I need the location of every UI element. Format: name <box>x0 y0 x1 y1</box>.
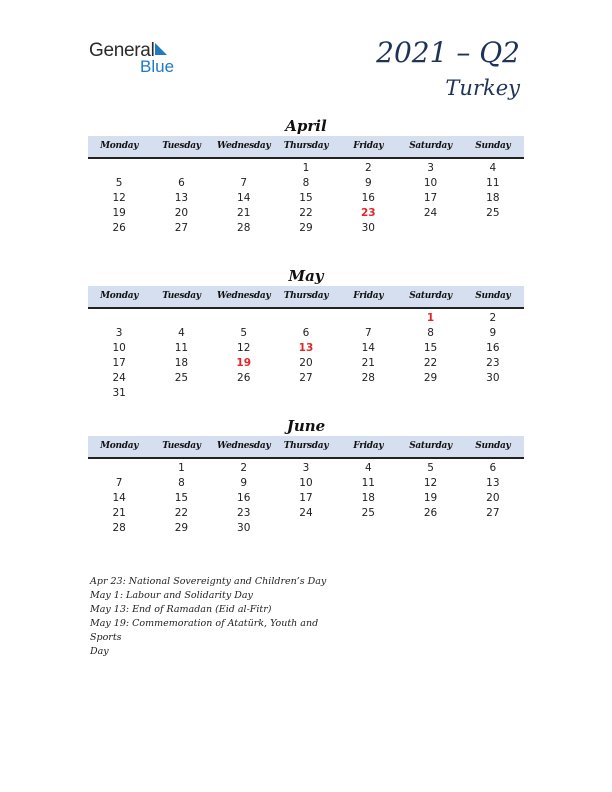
day-cell: 22 <box>299 207 313 219</box>
day-cell: 22 <box>423 357 438 369</box>
day-cell <box>275 386 337 401</box>
weekday-label: Sunday <box>475 291 511 301</box>
month-title: April <box>285 117 327 135</box>
weekday-header <box>88 136 524 159</box>
day-cell <box>213 311 275 326</box>
weekday-label: Saturday <box>409 441 452 451</box>
day-cell: 23 <box>237 507 251 519</box>
day-cell <box>213 386 275 401</box>
day-cell: 8 <box>427 327 434 339</box>
day-cell: 11 <box>361 477 375 489</box>
day-cell: 14 <box>361 342 375 354</box>
day-cell: 10 <box>299 477 313 489</box>
weekday-label: Thursday <box>283 441 329 451</box>
day-cell: 17 <box>299 492 313 504</box>
day-cell: 4 <box>178 327 185 339</box>
day-cell: 6 <box>302 327 310 339</box>
day-cell <box>213 161 275 176</box>
day-cell: 6 <box>178 177 185 189</box>
day-cell: 18 <box>486 192 500 204</box>
day-cell: 13 <box>174 192 189 204</box>
day-cell: 3 <box>427 162 434 174</box>
day-cell: 31 <box>112 387 126 399</box>
weekday-label: Friday <box>353 441 384 451</box>
day-cell: 29 <box>174 522 189 534</box>
country-name: Turkey <box>445 76 520 100</box>
day-cell: 12 <box>237 342 251 354</box>
day-cell: 14 <box>237 192 251 204</box>
day-cell <box>399 521 461 536</box>
day-cell: 1 <box>178 462 185 474</box>
day-cell: 20 <box>299 357 313 369</box>
weekday-label: Wednesday <box>217 441 271 451</box>
day-cell: 16 <box>361 192 375 204</box>
day-cell: 18 <box>174 357 189 369</box>
day-cell: 23 <box>360 207 376 219</box>
day-cell: 21 <box>237 207 251 219</box>
day-cell <box>88 311 150 326</box>
holiday-note: May 13: End of Ramadan (Eid al-Fitr) <box>90 604 272 615</box>
day-cell: 15 <box>423 342 438 354</box>
holiday-note: Day <box>90 646 109 657</box>
weekday-label: Wednesday <box>217 141 271 151</box>
day-cell <box>275 521 337 536</box>
day-cell <box>88 161 150 176</box>
day-cell: 26 <box>112 222 126 234</box>
day-cell <box>462 221 524 236</box>
day-cell: 15 <box>299 192 313 204</box>
month-title: June <box>286 417 326 435</box>
day-cell <box>337 386 399 401</box>
weekday-header <box>88 286 524 309</box>
day-cell: 5 <box>427 462 434 474</box>
weekday-header <box>88 436 524 459</box>
day-cell: 9 <box>240 477 248 489</box>
day-cell: 11 <box>174 342 189 354</box>
day-grid <box>88 459 524 536</box>
weekday-label: Saturday <box>409 291 452 301</box>
day-cell: 18 <box>361 492 375 504</box>
day-cell: 27 <box>174 222 189 234</box>
day-cell: 10 <box>112 342 126 354</box>
logo <box>89 40 199 80</box>
day-cell <box>150 161 212 176</box>
day-cell: 28 <box>361 372 375 384</box>
weekday-label: Monday <box>100 291 139 301</box>
day-cell: 20 <box>174 207 189 219</box>
day-cell: 2 <box>240 462 248 474</box>
day-cell <box>462 386 524 401</box>
day-cell: 5 <box>115 177 123 189</box>
day-grid <box>88 309 524 401</box>
day-cell: 4 <box>364 462 372 474</box>
day-cell <box>88 461 150 476</box>
logo-triangle-icon <box>155 43 167 55</box>
weekday-label: Tuesday <box>162 291 201 301</box>
day-cell: 19 <box>112 207 126 219</box>
day-cell: 2 <box>489 312 497 324</box>
day-cell: 29 <box>299 222 313 234</box>
day-cell: 10 <box>423 177 438 189</box>
holiday-note: Apr 23: National Sovereignty and Children’s Day <box>90 576 327 587</box>
day-cell: 27 <box>486 507 500 519</box>
weekday-label: Saturday <box>409 141 452 151</box>
day-cell: 13 <box>486 477 500 489</box>
day-cell: 5 <box>240 327 248 339</box>
day-grid <box>88 159 524 236</box>
day-cell: 6 <box>489 462 497 474</box>
day-cell: 8 <box>178 477 185 489</box>
day-cell: 21 <box>112 507 126 519</box>
day-cell: 30 <box>361 222 375 234</box>
logo-text-general: General <box>89 40 155 61</box>
day-cell <box>462 521 524 536</box>
day-cell: 12 <box>423 477 438 489</box>
day-cell: 3 <box>302 462 310 474</box>
day-cell: 8 <box>302 177 310 189</box>
day-cell: 15 <box>174 492 189 504</box>
day-cell <box>399 221 461 236</box>
day-cell: 7 <box>240 177 248 189</box>
day-cell: 13 <box>298 342 314 354</box>
day-cell: 7 <box>364 327 372 339</box>
weekday-label: Sunday <box>475 441 511 451</box>
day-cell: 17 <box>112 357 126 369</box>
weekday-label: Friday <box>353 141 384 151</box>
day-cell: 1 <box>426 312 435 324</box>
holiday-note: May 1: Labour and Solidarity Day <box>90 590 253 601</box>
day-cell: 2 <box>364 162 372 174</box>
weekday-label: Tuesday <box>162 141 201 151</box>
day-cell: 25 <box>174 372 189 384</box>
holiday-note: May 19: Commemoration of Atatürk, Youth and Sports <box>90 618 319 643</box>
month-title: May <box>288 267 324 285</box>
day-cell: 9 <box>364 177 372 189</box>
day-cell: 4 <box>489 162 497 174</box>
day-cell <box>150 311 212 326</box>
day-cell: 26 <box>423 507 438 519</box>
day-cell: 16 <box>486 342 500 354</box>
weekday-label: Thursday <box>283 291 329 301</box>
day-cell: 1 <box>302 162 310 174</box>
day-cell: 7 <box>115 477 123 489</box>
weekday-label: Monday <box>100 141 139 151</box>
day-cell <box>275 311 337 326</box>
day-cell: 24 <box>299 507 313 519</box>
weekday-label: Monday <box>100 441 139 451</box>
day-cell: 3 <box>115 327 123 339</box>
day-cell: 23 <box>486 357 500 369</box>
weekday-label: Sunday <box>475 141 511 151</box>
day-cell: 19 <box>423 492 438 504</box>
day-cell: 9 <box>489 327 497 339</box>
day-cell: 17 <box>423 192 438 204</box>
day-cell: 24 <box>112 372 126 384</box>
weekday-label: Wednesday <box>217 291 271 301</box>
day-cell: 19 <box>236 357 252 369</box>
day-cell: 24 <box>423 207 438 219</box>
weekday-label: Tuesday <box>162 441 201 451</box>
month-april <box>88 116 524 236</box>
page-title: 2021 – Q2 <box>376 36 520 69</box>
day-cell: 11 <box>486 177 500 189</box>
day-cell: 16 <box>237 492 251 504</box>
day-cell: 28 <box>237 222 251 234</box>
day-cell: 21 <box>361 357 375 369</box>
day-cell: 30 <box>237 522 251 534</box>
day-cell <box>150 386 212 401</box>
holiday-notes <box>90 575 340 659</box>
day-cell: 25 <box>361 507 375 519</box>
day-cell: 12 <box>112 192 126 204</box>
day-cell <box>399 386 461 401</box>
weekday-label: Thursday <box>283 141 329 151</box>
logo-text-blue: Blue <box>140 57 175 76</box>
day-cell: 27 <box>299 372 313 384</box>
weekday-label: Friday <box>353 291 384 301</box>
day-cell: 25 <box>486 207 500 219</box>
month-may <box>88 266 524 401</box>
day-cell: 14 <box>112 492 126 504</box>
day-cell: 30 <box>486 372 500 384</box>
day-cell: 22 <box>174 507 189 519</box>
day-cell: 28 <box>112 522 126 534</box>
day-cell <box>337 311 399 326</box>
day-cell <box>337 521 399 536</box>
day-cell: 29 <box>423 372 438 384</box>
month-june <box>88 416 524 536</box>
day-cell: 26 <box>237 372 251 384</box>
day-cell: 20 <box>486 492 500 504</box>
